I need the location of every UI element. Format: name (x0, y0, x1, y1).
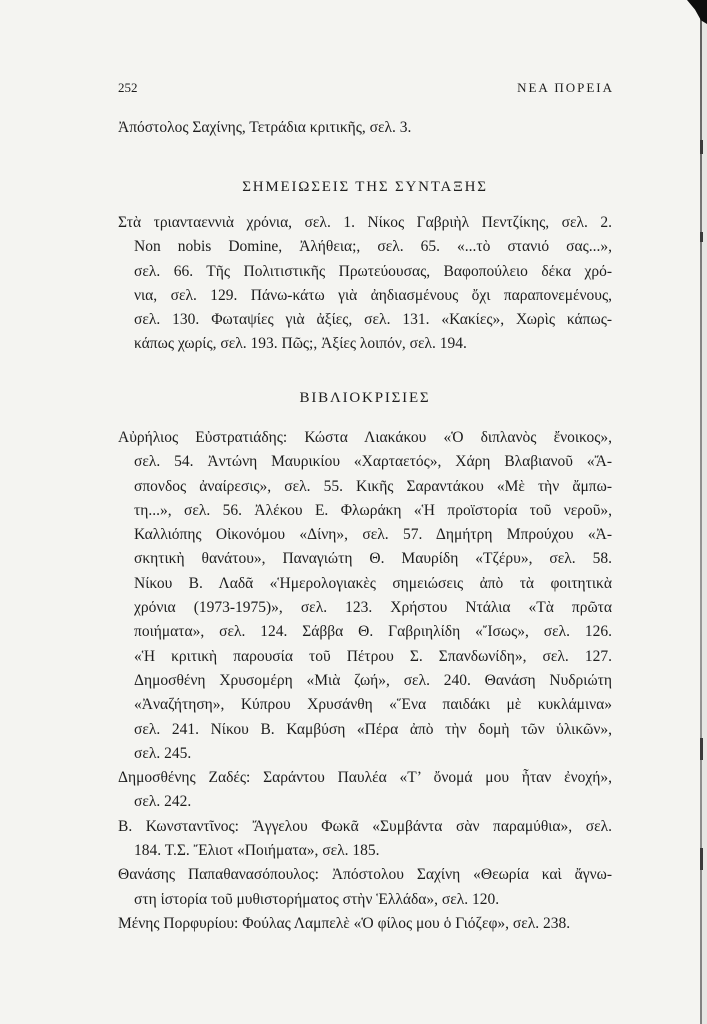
entry-line: τη...», σελ. 56. Ἀλέκου Ε. Φλωράκη «Ἡ προϊστορία τοῦ νεροῦ», (134, 501, 612, 519)
entry-line: Δημοσθένης Ζαδές: Σαράντου Παυλέα «Τ’ ὄνομά μου ἦταν ἐνοχή», (118, 769, 612, 787)
entry-line: χρόνια (1973-1975)», σελ. 123. Χρήστου Ντάλια «Τὰ πρῶτα (134, 599, 612, 617)
review-entry (118, 912, 612, 936)
entry-line: στη ἱστορία τοῦ μυθιστορήματος στὴν Ἑλλάδα», σελ. 120. (134, 890, 500, 908)
entry-line: Ἀπόστολος Σαχίνης, Τετράδια κριτικῆς, σελ. 3. (118, 119, 412, 136)
entry-line: ποιήματα», σελ. 124. Σάββα Θ. Γαβριηλίδη «Ἴσως», σελ. 126. (134, 623, 612, 641)
running-header (118, 79, 612, 97)
entry-line: σκητικὴ θανάτου», Παναγιώτη Θ. Μαυρίδη «Τζέρυ», σελ. 58. (134, 550, 612, 568)
entry-line: σπονδος ἀναίρεσις», σελ. 55. Κικῆς Σαραντάκου «Μὲ τὴν ἄμπω- (134, 477, 612, 495)
entry-line: κάπως χωρίς, σελ. 193. Πῶς;, Ἀξίες λοιπόν, σελ. 194. (134, 335, 467, 353)
entry-line: σελ. 66. Τῆς Πολιτιστικῆς Πρωτεύουσας, Βαφοπούλειο δέκα χρό- (134, 262, 612, 280)
entry-line: Β. Κωνσταντῖνος: Ἄγγελου Φωκᾶ «Συμβάντα σὰν παραμύθια», σελ. (118, 817, 612, 835)
entry-line: «Ἡ κριτικὴ παρουσία τοῦ Πέτρου Σ. Σπανδωνίδη», σελ. 127. (134, 647, 612, 665)
entry-line: σελ. 130. Φωταψίες γιὰ ἀξίες, σελ. 131. «Κακίες», Χωρὶς κάπως- (134, 311, 612, 329)
page-edge-mark (700, 738, 703, 760)
entry-line: σελ. 242. (134, 793, 192, 811)
preceding-entry (118, 116, 612, 140)
entry-line: «Ἀναζήτηση», Κύπρου Χρυσάνθη «Ἕνα παιδάκι μὲ κυκλάμινα» (134, 696, 612, 714)
entry-line: 184. Τ.Σ. Ἔλιοτ «Ποιήματα», σελ. 185. (134, 842, 380, 860)
page-edge-mark (700, 140, 703, 154)
entry-line: Στὰ τριανταεννιὰ χρόνια, σελ. 1. Νίκος Γαβριὴλ Πεντζίκης, σελ. 2. (118, 214, 612, 231)
page-edge-mark (700, 848, 703, 870)
entry-line: Θανάσης Παπαθανασόπουλος: Ἀπόστολου Σαχίνη «Θεωρία καὶ ἄγνω- (118, 866, 612, 884)
section-heading-book-reviews: ΒΙΒΛΙΟΚΡΙΣΙΕΣ (299, 390, 431, 406)
entry-line: Δημοσθένη Χρυσομέρη «Μιὰ ζωή», σελ. 240. Θανάση Νυδριώτη (134, 671, 612, 689)
book-reviews-list (118, 426, 612, 936)
review-entry (118, 815, 612, 864)
page-number: 252 (118, 80, 138, 95)
entry-line: Non nobis Domine, Ἀλήθεια;, σελ. 65. «...τὸ στανιό σας...», (134, 238, 612, 256)
entry-line: νια, σελ. 129. Πάνω-κάτω γιὰ ἀηδιασμένους ὄχι παραπονεμένους, (134, 286, 612, 304)
editorial-notes-entry (118, 211, 612, 357)
entry-line: Αὐρήλιος Εὐστρατιάδης: Κώστα Λιακάκου «Ὁ διπλανὸς ἔνοικος», (118, 429, 612, 446)
entry-line: σελ. 241. Νίκου Β. Καμβύση «Πέρα ἀπὸ τὴν δομὴ τῶν ὑλικῶν», (134, 720, 612, 738)
page-edge-mark (700, 232, 703, 242)
review-entry (118, 863, 612, 912)
running-title: ΝΕΑ ΠΟΡΕΙΑ (517, 80, 614, 95)
entry-line: Μένης Πορφυρίου: Φούλας Λαμπελὲ «Ὁ φίλος μου ὁ Γιόζεφ», σελ. 238. (118, 914, 571, 932)
review-entry (118, 766, 612, 815)
entry-line: σελ. 245. (134, 744, 192, 762)
section-heading-editorial-notes: ΣΗΜΕΙΩΣΕΙΣ ΤΗΣ ΣΥΝΤΑΞΗΣ (242, 179, 488, 195)
entry-line: σελ. 54. Ἀντώνη Μαυρικίου «Χαρταετός», Χάρη Βλαβιανοῦ «Ἄ- (134, 453, 612, 471)
entry-line: Νίκου Β. Λαδᾶ «Ἡμερολογιακὲς σημειώσεις ἀπὸ τὰ φοιτητικὰ (134, 574, 612, 592)
page-edge-corner-shadow (687, 0, 707, 24)
review-entry (118, 426, 612, 766)
entry-line: Καλλιόπης Οἰκονόμου «Δίνη», σελ. 57. Δημήτρη Μπρούχου «Ἀ- (134, 526, 612, 544)
